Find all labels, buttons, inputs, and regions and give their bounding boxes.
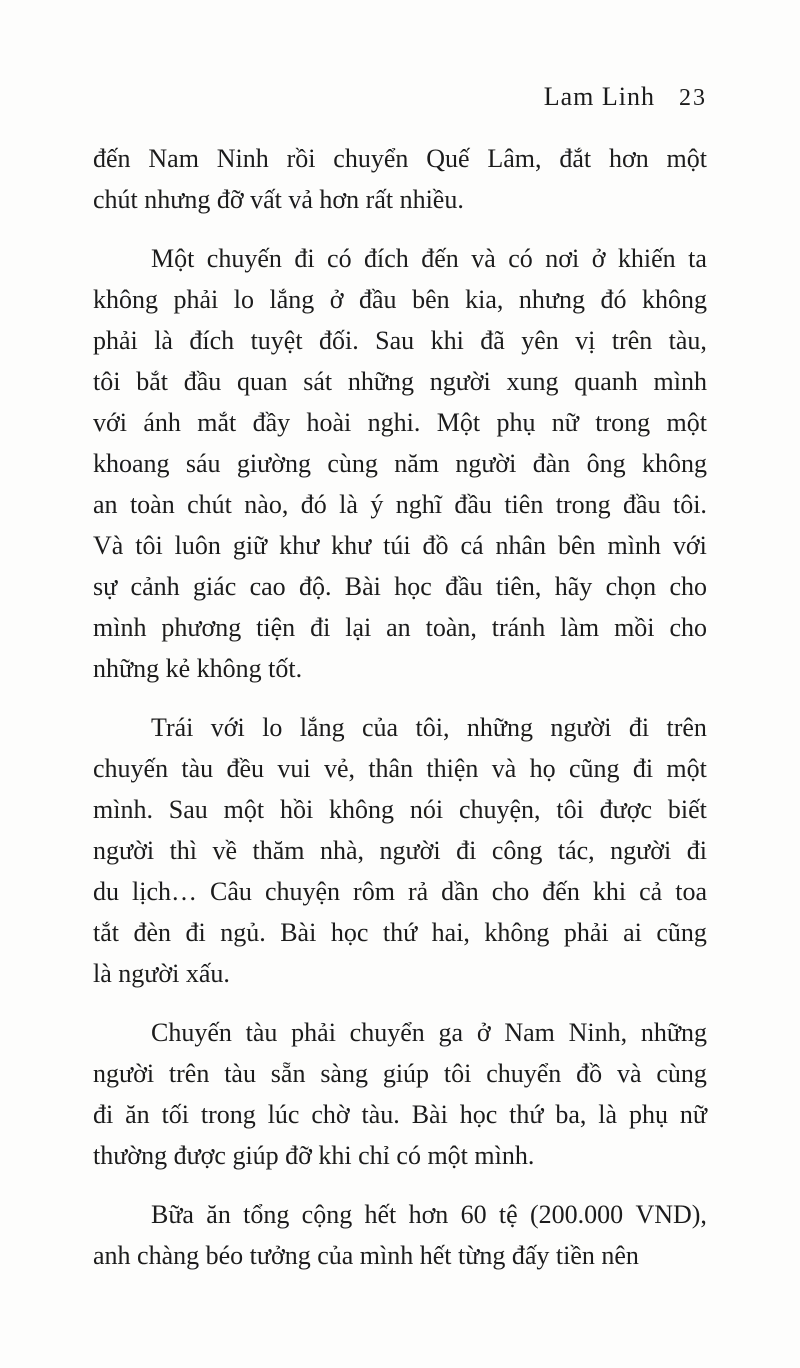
text-line: chuyến tàu đều vui vẻ, thân thiện và họ cũng đi một [93,754,707,783]
paragraph [93,138,707,220]
text-line: chút nhưng đỡ vất vả hơn rất nhiều. [93,185,464,214]
text-line: anh chàng béo tưởng của mình hết từng đấy tiền nên [93,1241,639,1270]
text-line: phải là đích tuyệt đối. Sau khi đã yên vị trên tàu, [93,326,707,355]
paragraph [93,707,707,994]
text-line: là người xấu. [93,959,230,988]
page-number: 23 [679,85,707,111]
text-line: không phải lo lắng ở đầu bên kia, nhưng đó không [93,285,707,314]
text-line: Và tôi luôn giữ khư khư túi đồ cá nhân bên mình với [93,531,707,560]
text-line: tắt đèn đi ngủ. Bài học thứ hai, không phải ai cũng [93,918,707,947]
text-line: mình. Sau một hồi không nói chuyện, tôi được biết [93,795,707,824]
text-line: người thì về thăm nhà, người đi công tác, người đi [93,836,707,865]
body-text [93,138,707,1276]
text-line: thường được giúp đỡ khi chỉ có một mình. [93,1141,535,1170]
text-line: sự cảnh giác cao độ. Bài học đầu tiên, hãy chọn cho [93,572,707,601]
text-line: đến Nam Ninh rồi chuyển Quế Lâm, đắt hơn một [93,144,707,173]
text-line: với ánh mắt đầy hoài nghi. Một phụ nữ trong một [93,408,707,437]
text-line: đi ăn tối trong lúc chờ tàu. Bài học thứ ba, là phụ nữ [93,1100,707,1129]
paragraph [93,1194,707,1276]
running-header-title: Lam Linh [543,82,655,111]
text-line: an toàn chút nào, đó là ý nghĩ đầu tiên trong đầu tôi. [93,490,707,519]
text-line: khoang sáu giường cùng năm người đàn ông không [93,449,707,478]
text-line: mình phương tiện đi lại an toàn, tránh làm mồi cho [93,613,707,642]
text-line: người trên tàu sẵn sàng giúp tôi chuyển đồ và cùng [93,1059,707,1088]
running-header [93,76,707,117]
paragraph [93,1012,707,1176]
text-line: tôi bắt đầu quan sát những người xung quanh mình [93,367,707,396]
text-line: Bữa ăn tổng cộng hết hơn 60 tệ (200.000 VND), [151,1200,707,1229]
text-line: những kẻ không tốt. [93,654,303,683]
text-line: Một chuyến đi có đích đến và có nơi ở khiến ta [151,244,707,273]
text-line: Chuyến tàu phải chuyển ga ở Nam Ninh, những [151,1018,707,1047]
text-line: Trái với lo lắng của tôi, những người đi trên [151,713,707,742]
text-line: du lịch… Câu chuyện rôm rả dần cho đến khi cả toa [93,877,707,906]
paragraph [93,238,707,689]
